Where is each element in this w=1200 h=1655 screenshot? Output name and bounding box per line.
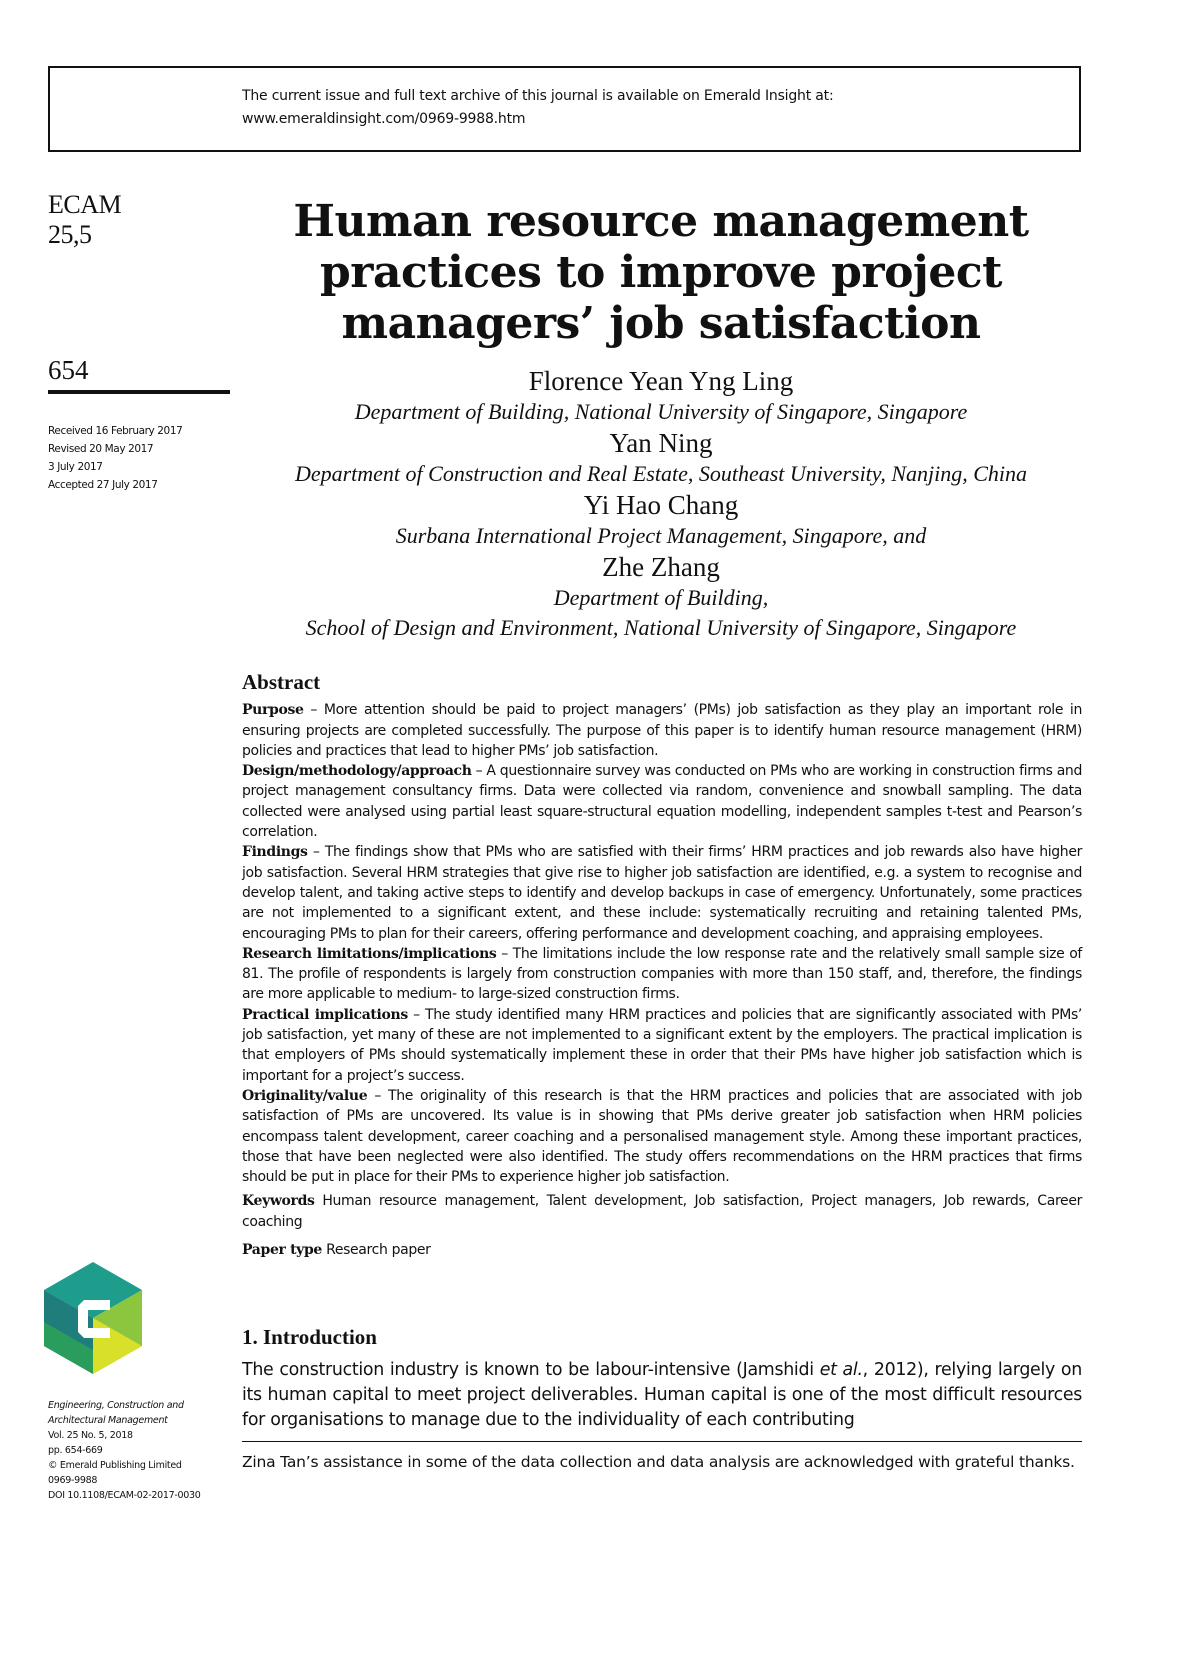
section-label: Design/methodology/approach xyxy=(242,763,472,780)
journal-issn: 0969-9988 xyxy=(48,1475,98,1486)
author-name: Florence Yean Yng Ling xyxy=(528,366,794,396)
history-revised: Revised 20 May 2017 xyxy=(48,443,154,455)
article-history xyxy=(48,422,182,494)
paper-title xyxy=(240,196,1082,349)
title-line-3: managers’ job satisfaction xyxy=(341,298,981,349)
section-text: – The originality of this research is that the HRM practices and policies that are associated with job satisfaction of PMs are uncovered. Its value is in showing that PMs derive greater job satisfaction when HRM policies encompass talent development, career coaching and a personalised management style. Among these important practices, those that have been neglected were also identified. The study offers recommendations on the HRM practices that firms should be put in place for their PMs to experience higher job satisfaction. xyxy=(242,1087,1082,1186)
author-affiliation: School of Design and Environment, National University of Singapore, Singapore xyxy=(305,615,1017,640)
keywords xyxy=(242,1191,1082,1232)
author-name: Yi Hao Chang xyxy=(583,490,739,520)
abstract-purpose xyxy=(242,700,1082,761)
section-label: Findings xyxy=(242,844,308,861)
volume-issue: 25,5 xyxy=(48,220,92,249)
section-label: Research limitations/implications xyxy=(242,945,497,962)
section-text: – More attention should be paid to project managers’ (PMs) job satisfaction as they play an important role in ensuring projects are completed successfully. The purpose of this paper is to identify human resource management (HRM) policies and practices that lead to higher PMs’ job satisfaction. xyxy=(242,702,1082,759)
authors-block xyxy=(240,365,1082,643)
notice-url-link[interactable]: www.emeraldinsight.com/0969-9988.htm xyxy=(242,111,526,127)
abstract-heading: Abstract xyxy=(242,670,321,694)
abstract-findings xyxy=(242,842,1082,943)
abstract xyxy=(242,672,1082,1260)
intro-text-a: The construction industry is known to be labour-intensive (Jamshidi xyxy=(242,1360,820,1380)
journal-name-line-1: Engineering, Construction and xyxy=(48,1400,184,1411)
history-revised-2: 3 July 2017 xyxy=(48,461,103,473)
keywords-text: Human resource management, Talent development, Job satisfaction, Project managers, Job rewards, Career coaching xyxy=(242,1193,1082,1230)
section-label: Purpose xyxy=(242,702,304,719)
author-affiliation: Department of Construction and Real Estate, Southeast University, Nanjing, China xyxy=(294,461,1028,486)
acknowledgement-footnote: Zina Tan’s assistance in some of the data collection and data analysis are acknowledged with grateful thanks. xyxy=(242,1453,1075,1471)
section-text: – The limitations include the low response rate and the relatively small sample size of 81. The profile of respondents is largely from construction companies with more than 150 staff, and, therefore, the findings are more applicable to medium- to large-sized construction firms. xyxy=(242,945,1082,1003)
paper-type-text: Research paper xyxy=(321,1242,431,1259)
journal-info xyxy=(48,1398,200,1503)
section-text: – The findings show that PMs who are satisfied with their firms’ HRM practices and job rewards also have higher job satisfaction. Several HRM strategies that give rise to higher job satisfaction are identified, e.g. a system to recognise and develop talent, and taking active steps to identify and develop backups in case of emergency. Unfortunately, some practices are not implemented to a significant extent, and these include: systematically recruiting and retaining talented PMs, encouraging PMs to plan for their careers, offering performance and development coaching, and appraising employees. xyxy=(242,844,1082,942)
author-affiliation: Department of Building, xyxy=(553,585,769,610)
journal-name-line-2: Architectural Management xyxy=(48,1415,168,1426)
notice-line-1: The current issue and full text archive of this journal is available on Emerald Insight at: xyxy=(242,88,834,104)
paper-type xyxy=(242,1240,1082,1260)
introduction-heading: 1. Introduction xyxy=(242,1325,377,1349)
abstract-limitations xyxy=(242,944,1082,1005)
intro-text-b: , 2012), relying largely on its human capital to meet project deliverables. Human capital is one of the most difficult resources for organisations to manage due to the individuality of each contributing xyxy=(242,1360,1082,1430)
journal-abbrev: ECAM xyxy=(48,190,122,219)
history-received: Received 16 February 2017 xyxy=(48,425,183,437)
emerald-logo-icon xyxy=(44,1262,142,1374)
section-text: – The study identified many HRM practices and policies that are significantly associated with PMs’ job satisfaction, yet many of these are not implemented to a significant extent by the employers. The practical implication is that employers of PMs should systematically implement these in order that their PMs have higher job satisfaction which is important for a project’s success. xyxy=(242,1006,1082,1084)
section-label: Practical implications xyxy=(242,1006,408,1023)
journal-doi: DOI 10.1108/ECAM-02-2017-0030 xyxy=(48,1490,201,1501)
page-number: 654 xyxy=(48,355,89,385)
journal-pages: pp. 654-669 xyxy=(48,1445,103,1456)
author-name: Zhe Zhang xyxy=(602,552,720,582)
title-line-1: Human resource management xyxy=(293,196,1029,247)
journal-vol: Vol. 25 No. 5, 2018 xyxy=(48,1430,133,1441)
abstract-practical xyxy=(242,1005,1082,1086)
journal-publisher: © Emerald Publishing Limited xyxy=(48,1460,182,1471)
author-affiliation: Department of Building, National University of Singapore, Singapore xyxy=(354,399,968,424)
title-line-2: practices to improve project xyxy=(320,247,1002,298)
section-text: – A questionnaire survey was conducted on PMs who are working in construction firms and project management consultancy firms. Data were collected via random, convenience and snowball sampling. The data collected were analysed using partial least square-structural equation modelling, independent samples t-test and Pearson’s correlation. xyxy=(242,763,1082,841)
intro-et-al: et al. xyxy=(819,1360,863,1380)
author-name: Yan Ning xyxy=(609,428,713,458)
margin-column xyxy=(48,190,230,250)
keywords-label: Keywords xyxy=(242,1193,315,1210)
introduction-section xyxy=(242,1325,1082,1433)
history-accepted: Accepted 27 July 2017 xyxy=(48,479,158,491)
abstract-originality xyxy=(242,1086,1082,1187)
journal-notice-box xyxy=(48,66,1081,152)
page-number-rule xyxy=(48,390,230,394)
section-label: Originality/value xyxy=(242,1087,368,1104)
footnote-rule xyxy=(242,1441,1082,1442)
abstract-design xyxy=(242,761,1082,842)
author-affiliation: Surbana International Project Management, Singapore, and xyxy=(395,523,927,548)
paper-type-label: Paper type xyxy=(242,1242,322,1259)
introduction-paragraph xyxy=(242,1358,1082,1433)
